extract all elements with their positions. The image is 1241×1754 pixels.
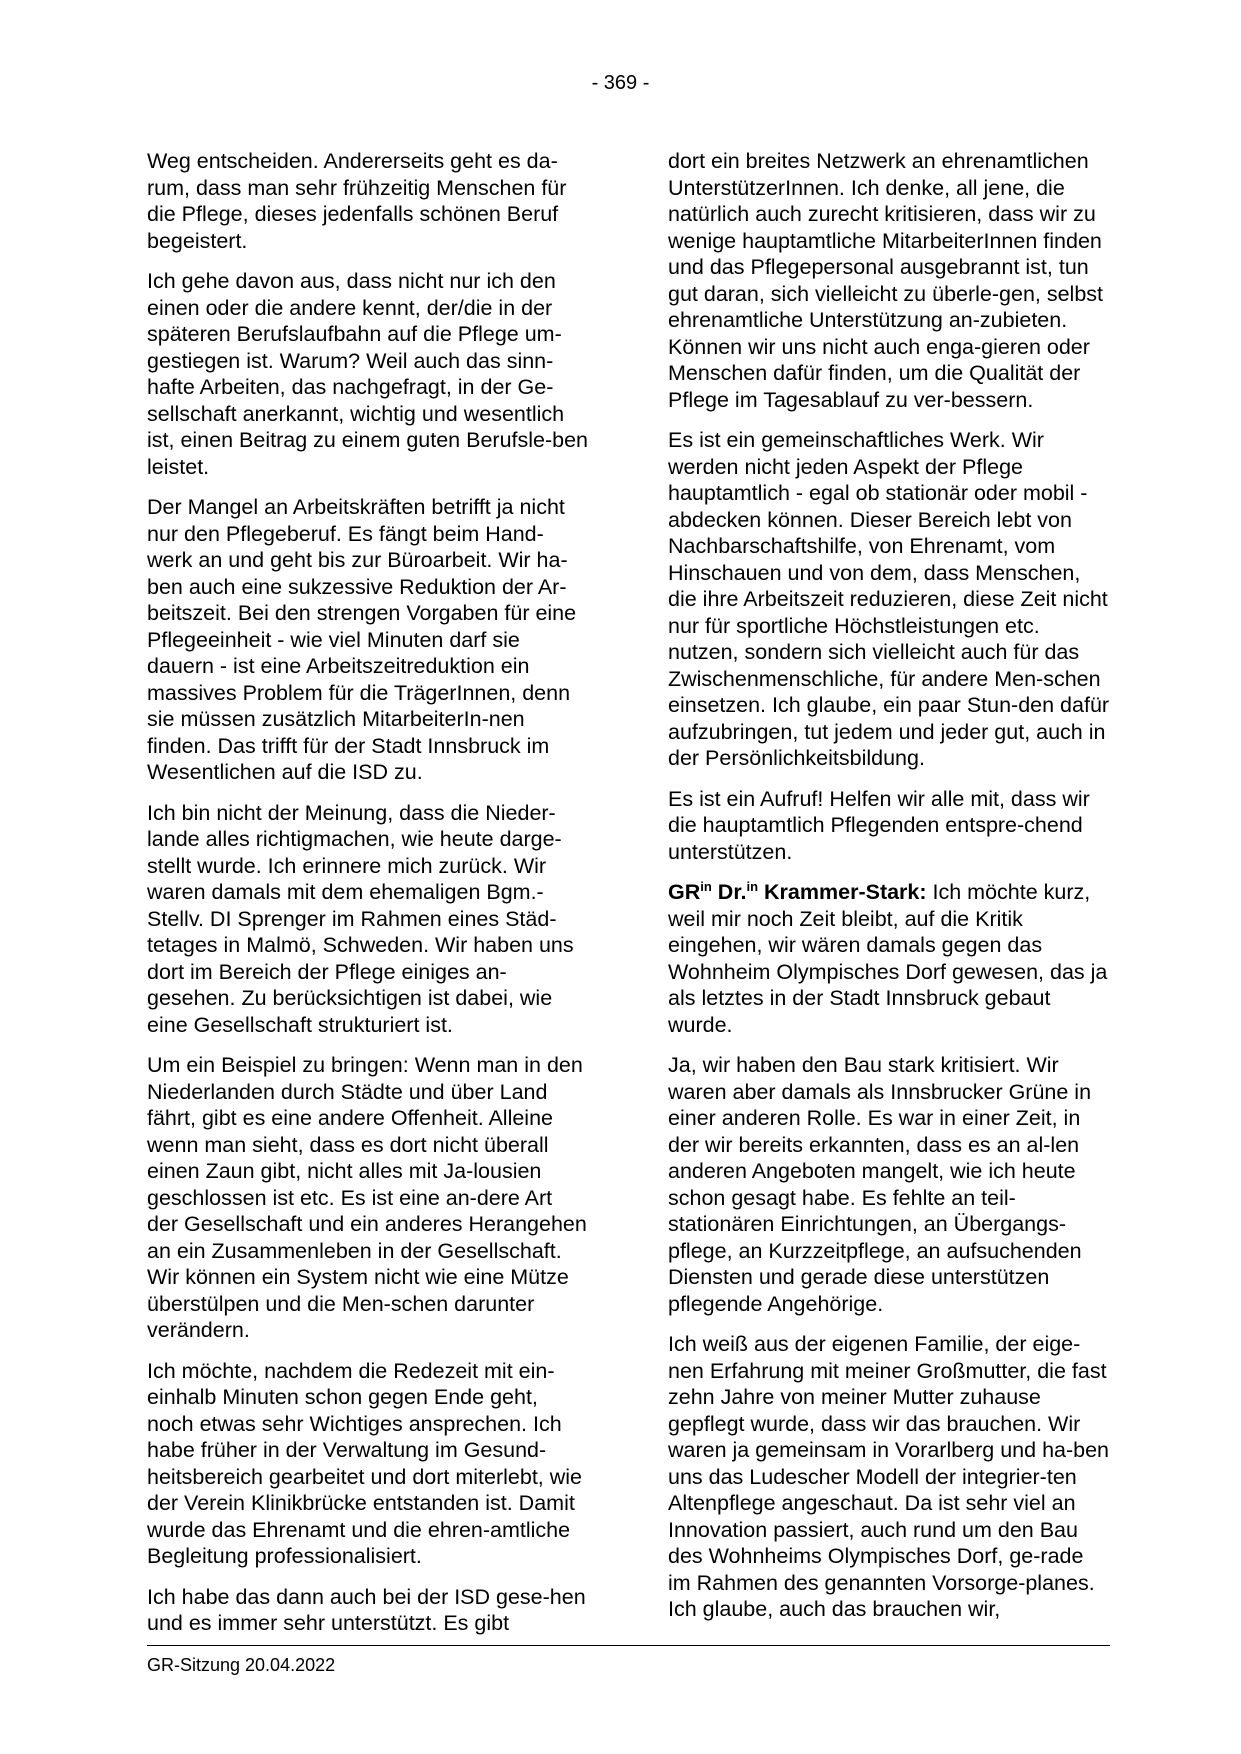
footer-session-date: GR-Sitzung 20.04.2022	[147, 1655, 336, 1675]
footer-divider	[147, 1645, 1110, 1646]
paragraph: Ja, wir haben den Bau stark kritisiert. Wir waren aber damals als Innsbrucker Grüne in einer anderen Rolle. Es war in einer Zeit, in der wir bereits erkannten, dass es an al-len anderen Angeboten mangelt, wie ich heute schon gesagt habe. Es fehlte an teil-stationären Einrichtungen, an Übergangs-pflege, an Kurzzeitpflege, an aufsuchenden Diensten und gerade diese unterstützen pflegende Angehörige.	[668, 1053, 1092, 1316]
speaker-surname: Krammer-Stark:	[764, 880, 927, 904]
speaker-text: Ich möchte kurz, weil mir noch Zeit bleibt, auf die Kritik eingehen, wir wären damals gegen das Wohnheim Olympisches Dorf gewesen, das ja als letztes in der Stadt Innsbruck gebaut wurde.	[668, 880, 1108, 1037]
speaker-name	[668, 880, 927, 904]
paragraph: Es ist ein gemeinschaftliches Werk. Wir werden nicht jeden Aspekt der Pflege hauptamtlich - egal ob stationär oder mobil - abdecken können. Dieser Bereich lebt von Nachbarschaftshilfe, von Ehrenamt, vom Hinschauen und von dem, dass Menschen, die ihre Arbeitszeit reduzieren, diese Zeit nicht nur für sportliche Höchstleistungen etc. nutzen, sondern sich vielleicht auch für das Zwischenmenschliche, für andere Men-schen einsetzen. Ich glaube, ein paar Stun-den dafür aufzubringen, tut jedem und jeder gut, auch in der Persönlichkeitsbildung.	[668, 428, 1110, 770]
paragraph: Ich möchte, nachdem die Redezeit mit ein-einhalb Minuten schon gegen Ende geht, noch etwas sehr Wichtiges ansprechen. Ich habe früher in der Verwaltung im Gesund-heitsbereich gearbeitet und dort miterlebt, wie der Verein Klinikbrücke entstanden ist. Damit wurde das Ehrenamt und die ehren-amtliche Begleitung professionalisiert.	[147, 1358, 583, 1568]
page-number: - 369 -	[591, 72, 650, 94]
paragraph: Es ist ein Aufruf! Helfen wir alle mit, dass wir die hauptamtlich Pflegenden entspre-chend unterstützen.	[668, 786, 1090, 864]
paragraph: Ich habe das dann auch bei der ISD gese-hen und es immer sehr unterstützt. Es gibt	[147, 1584, 586, 1635]
speaker-title1-sup: in	[700, 878, 712, 894]
paragraph: Der Mangel an Arbeitskräften betrifft ja nicht nur den Pflegeberuf. Es fängt beim Hand-werk an und geht bis zur Büroarbeit. Wir ha-ben auch eine sukzessive Reduktion der Ar-beitszeit. Bei den strengen Vorgaben für eine Pflegeeinheit - wie viel Minuten darf sie dauern - ist eine Arbeitszeitreduktion ein massives Problem für die TrägerInnen, denn sie müssen zusätzlich MitarbeiterIn-nen finden. Das trifft für der Stadt Innsbruck im Wesentlichen auf die ISD zu.	[147, 495, 577, 784]
speaker-title2-sup: in	[746, 878, 759, 894]
speaker-paragraph	[668, 879, 1110, 1038]
speaker-title2: Dr.	[717, 880, 747, 904]
paragraph: Weg entscheiden. Andererseits geht es da-rum, dass man sehr frühzeitig Menschen für die Pflege, dieses jedenfalls schönen Beruf begeistert.	[147, 149, 567, 253]
left-column	[147, 148, 589, 1651]
speaker-title1: GR	[668, 880, 701, 904]
paragraph: Ich bin nicht der Meinung, dass die Nieder-lande alles richtigmachen, wie heute darge-stellt wurde. Ich erinnere mich zurück. Wir waren damals mit dem ehemaligen Bgm.-Stellv. DI Sprenger im Rahmen eines Städ-tetages in Malmö, Schweden. Wir haben uns dort im Bereich der Pflege einiges an-gesehen. Zu berücksichtigen ist dabei, wie eine Gesellschaft strukturiert ist.	[147, 800, 574, 1037]
paragraph: Um ein Beispiel zu bringen: Wenn man in den Niederlanden durch Städte und über Land fährt, gibt es eine andere Offenheit. Alleine wenn man sieht, dass es dort nicht überall einen Zaun gibt, nicht alles mit Ja-lousien geschlossen ist etc. Es ist eine an-dere Art der Gesellschaft und ein anderes Herangehen an ein Zusammenleben in der Gesellschaft. Wir können ein System nicht wie eine Mütze überstülpen und die Men-schen darunter verändern.	[147, 1053, 587, 1342]
paragraph: Ich gehe davon aus, dass nicht nur ich den einen oder die andere kennt, der/die in der späteren Berufslaufbahn auf die Pflege um-gestiegen ist. Warum? Weil auch das sinn-hafte Arbeiten, das nachgefragt, in der Ge-sellschaft anerkannt, wichtig und wesentlich ist, einen Beitrag zu einem guten Berufsle-ben leistet.	[147, 269, 589, 479]
right-column	[668, 148, 1110, 1637]
paragraph: Ich weiß aus der eigenen Familie, der eige-nen Erfahrung mit meiner Großmutter, die fast zehn Jahre von meiner Mutter zuhause gepflegt wurde, dass wir das brauchen. Wir waren ja gemeinsam in Vorarlberg und ha-ben uns das Ludescher Modell der integrier-ten Altenpflege angeschaut. Da ist sehr viel an Innovation passiert, auch rund um den Bau des Wohnheims Olympisches Dorf, ge-rade im Rahmen des genannten Vorsorge-planes. Ich glaube, auch das brauchen wir,	[668, 1332, 1110, 1621]
paragraph: dort ein breites Netzwerk an ehrenamtlichen UnterstützerInnen. Ich denke, all jene, die natürlich auch zurecht kritisieren, dass wir zu wenige hauptamtliche MitarbeiterInnen finden und das Pflegepersonal ausgebrannt ist, tun gut daran, sich vielleicht zu überle-gen, selbst ehrenamtliche Unterstützung an-zubieten. Können wir uns nicht auch enga-gieren oder Menschen dafür finden, um die Qualität der Pflege im Tagesablauf zu ver-bessern.	[668, 149, 1104, 412]
